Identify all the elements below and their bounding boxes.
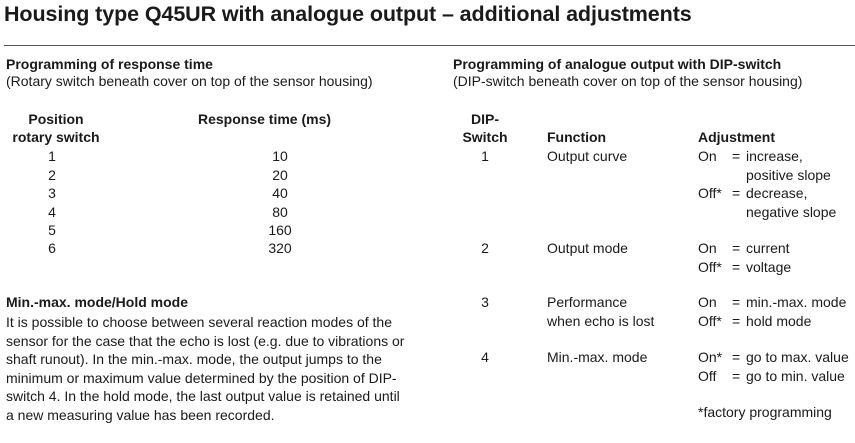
position-cell: 4 xyxy=(48,204,56,220)
adjustment-text: increase, xyxy=(746,148,803,164)
time-cell: 40 xyxy=(272,185,288,201)
dip-header-line2: Switch xyxy=(462,129,508,145)
function-header: Function xyxy=(547,129,607,145)
adjustment-state: On* xyxy=(698,349,723,365)
adjustment-state: Off* xyxy=(698,259,722,275)
response-time-heading: Programming of response time xyxy=(6,56,213,72)
adjustment-equals: = xyxy=(732,349,741,365)
adjustment-equals: = xyxy=(732,368,741,384)
position-cell: 2 xyxy=(48,167,56,183)
time-cell: 20 xyxy=(272,167,288,183)
function-cell: when echo is lost xyxy=(547,313,655,329)
function-cell: Output curve xyxy=(547,148,628,164)
dip-switch-number: 1 xyxy=(481,148,489,164)
adjustment-state: On xyxy=(698,240,717,256)
dip-switch-heading: Programming of analogue output with DIP-switch xyxy=(453,56,782,72)
adjustment-equals: = xyxy=(732,313,741,329)
position-header-line2: rotary switch xyxy=(12,129,100,145)
dip-switch-number: 4 xyxy=(481,349,489,365)
adjustment-state: On xyxy=(698,148,717,164)
mode-heading: Min.-max. mode/Hold mode xyxy=(6,294,189,310)
adjustment-state: Off xyxy=(698,368,717,384)
adjustment-text: voltage xyxy=(746,259,792,275)
adjustment-text: current xyxy=(746,240,790,256)
adjustment-state: Off* xyxy=(698,313,722,329)
position-cell: 1 xyxy=(48,148,56,164)
adjustment-text: negative slope xyxy=(746,204,837,220)
dip-header-line1: DIP- xyxy=(471,111,499,127)
function-cell: Min.-max. mode xyxy=(547,349,648,365)
time-cell: 320 xyxy=(268,240,292,256)
adjustment-text: min.-max. mode xyxy=(746,294,847,310)
position-header-line1: Position xyxy=(28,111,84,127)
adjustment-text: go to min. value xyxy=(746,368,845,384)
adjustment-state: Off* xyxy=(698,185,722,201)
adjustment-text: decrease, xyxy=(746,185,808,201)
mode-description-line: It is possible to choose between several reaction modes of the xyxy=(6,314,392,330)
mode-description-line: shaft runout). In the min.-max. mode, the output jumps to the xyxy=(6,351,382,367)
response-time-subheading: (Rotary switch beneath cover on top of the sensor housing) xyxy=(6,73,373,89)
adjustment-equals: = xyxy=(732,185,741,201)
position-cell: 6 xyxy=(48,240,56,256)
function-cell: Performance xyxy=(547,294,628,310)
function-cell: Output mode xyxy=(547,240,628,256)
time-cell: 160 xyxy=(268,222,292,238)
mode-description-line: a new measuring value has been recorded. xyxy=(6,406,275,423)
adjustment-text: go to max. value xyxy=(746,349,849,365)
mode-description-line: switch 4. In the hold mode, the last output value is retained until xyxy=(6,388,400,404)
position-cell: 3 xyxy=(48,185,56,201)
response-time-header: Response time (ms) xyxy=(198,111,332,127)
adjustment-equals: = xyxy=(732,294,741,310)
adjustment-header: Adjustment xyxy=(698,129,775,145)
page-title: Housing type Q45UR with analogue output – additional adjustments xyxy=(4,2,692,26)
mode-description-line: sensor for the case that the echo is lost (e.g. due to vibrations or xyxy=(6,332,405,349)
adjustment-equals: = xyxy=(732,259,741,275)
adjustment-text: hold mode xyxy=(746,313,812,329)
time-cell: 80 xyxy=(272,204,288,220)
mode-description xyxy=(6,313,431,424)
adjustment-state: On xyxy=(698,294,717,310)
title-divider xyxy=(4,45,855,46)
dip-switch-subheading: (DIP-switch beneath cover on top of the sensor housing) xyxy=(453,73,803,89)
adjustment-equals: = xyxy=(732,240,741,256)
dip-switch-number: 2 xyxy=(481,240,489,256)
position-cell: 5 xyxy=(48,222,56,238)
adjustment-equals: = xyxy=(732,148,741,164)
footnote: *factory programming xyxy=(698,404,832,420)
time-cell: 10 xyxy=(272,148,288,164)
mode-description-line: minimum or maximum value determined by the position of DIP- xyxy=(6,369,397,386)
dip-switch-number: 3 xyxy=(481,294,489,310)
adjustment-text: positive slope xyxy=(746,167,831,183)
